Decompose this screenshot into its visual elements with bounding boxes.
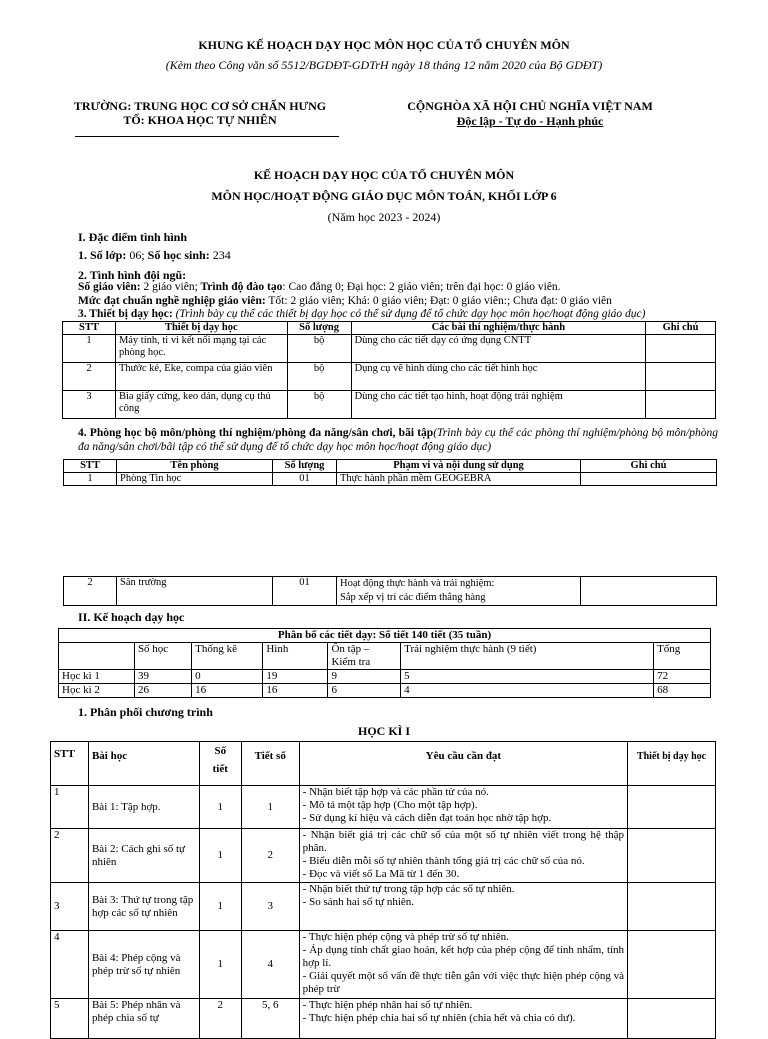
equipment-stt: 2 [63, 363, 116, 391]
program-lesson: Bài 1: Tập hợp. [88, 786, 199, 829]
plan-title: KẾ HOẠCH DẠY HỌC CỦA TỔ CHUYÊN MÔN [253, 168, 515, 182]
program-requirements [299, 883, 627, 931]
table-row [63, 391, 716, 419]
table-row [51, 999, 716, 1039]
table-row [51, 931, 716, 999]
program-stt: 1 [51, 786, 89, 829]
rooms-note: (Trình bày cụ thể các phòng thí nghiệm/phòng bộ môn/phòng đa năng/sân chơi/bãi tập có thể sử dụng để tổ chức dạy học môn học/hoạt động giáo dục) [78, 427, 718, 453]
room-scope: Thực hành phần mềm GEOGEBRA [337, 473, 581, 486]
allocation-table [58, 628, 711, 698]
rooms-heading: 4. Phòng học bộ môn/phòng thí nghiệm/phòng đa năng/sân chơi, bãi tập [78, 427, 434, 439]
room-note [581, 577, 717, 606]
allocation-value: 16 [263, 684, 328, 698]
teacher-count-label: Số giáo viên: [78, 281, 141, 293]
allocation-caption-row [59, 629, 711, 643]
room-quantity: 01 [273, 577, 337, 606]
requirement-line: - Giải quyết một số vấn đề thực tiễn gắn với việc thực hiện phép cộng và phép trừ [302, 970, 625, 995]
equipment-device: Thước kẻ, Eke, compa của giáo viên [115, 363, 287, 391]
section-1-heading: I. Đặc điểm tình hình [78, 230, 188, 244]
program-equipment [628, 883, 716, 931]
equipment-header-device: Thiết bị dạy học [115, 322, 287, 335]
table-row [64, 577, 717, 606]
program-lesson: Bài 5: Phép nhân và phép chia số tự [88, 999, 199, 1039]
equipment-note [646, 335, 716, 363]
table-row [59, 684, 711, 698]
standard-label: Mức đạt chuẩn nghề nghiệp giáo viên: [78, 295, 266, 307]
allocation-value: 0 [192, 670, 263, 684]
requirement-line: - Thực hiện phép nhân hai số tự nhiên. [302, 999, 473, 1011]
motto: Độc lập - Tự do - Hạnh phúc [456, 114, 604, 128]
table-row [59, 670, 711, 684]
program-equipment [628, 786, 716, 829]
room-note [581, 473, 717, 486]
room-stt: 1 [64, 473, 117, 486]
equipment-usage: Dụng cụ vẽ hình dùng cho các tiết hình học [351, 363, 646, 391]
allocation-value: 4 [401, 684, 654, 698]
equipment-device: Máy tính, ti vi kết nối mạng tại các phòng học. [115, 335, 287, 363]
room-scope-line: Hoạt động thực hành và trải nghiệm: [340, 578, 495, 589]
program-count: 1 [199, 883, 241, 931]
rooms-heading-block [78, 426, 718, 454]
document-title: KHUNG KẾ HOẠCH DẠY HỌC MÔN HỌC CỦA TỔ CHUYÊN MÔN [198, 38, 570, 52]
standard-info [78, 295, 612, 307]
allocation-header-arithmetic: Số học [134, 643, 191, 670]
program-requirements [299, 931, 627, 999]
class-count-value: 06; [126, 248, 145, 262]
program-heading: 1. Phân phối chương trình [78, 705, 213, 719]
equipment-quantity: bộ [287, 391, 351, 419]
equipment-header-experiments: Các bài thí nghiệm/thực hành [351, 322, 646, 335]
equipment-table [62, 321, 716, 419]
equipment-device: Bìa giấy cứng, keo dán, dụng cụ thủ công [115, 391, 287, 419]
program-equipment [628, 999, 716, 1039]
table-row [51, 786, 716, 829]
allocation-header-review [328, 643, 401, 670]
program-count: 1 [199, 931, 241, 999]
program-period: 1 [241, 786, 299, 829]
degree-value: : Cao đẳng 0; Đại học: 2 giáo viên; trên đại học: 0 giáo viên. [282, 281, 561, 293]
equipment-note [646, 363, 716, 391]
allocation-caption: Phân bố các tiết dạy: Số tiết 140 tiết (35 tuần) [59, 629, 711, 643]
room-scope-line: Sắp xếp vị trí các điểm thẳng hàng [340, 592, 486, 603]
teacher-count-value: 2 giáo viên; [140, 281, 198, 293]
program-period: 5, 6 [241, 999, 299, 1039]
requirement-line: - Biểu diễn mỗi số tự nhiên thành tổng giá trị các chữ số của nó. [302, 855, 585, 867]
program-count: 1 [199, 829, 241, 883]
rooms-header-note: Ghi chú [581, 460, 717, 473]
program-header-equipment: Thiết bị dạy học [628, 742, 716, 786]
rooms-header-name: Tên phòng [117, 460, 273, 473]
allocation-header-row [59, 643, 711, 670]
program-header-row [51, 742, 716, 786]
rooms-header-scope: Phạm vi và nội dung sử dụng [337, 460, 581, 473]
program-period: 3 [241, 883, 299, 931]
program-header-count [199, 742, 241, 786]
requirement-line: - So sánh hai số tự nhiên. [302, 896, 415, 908]
program-stt: 2 [51, 829, 89, 883]
program-equipment [628, 931, 716, 999]
program-count: 2 [199, 999, 241, 1039]
room-stt: 2 [64, 577, 117, 606]
program-header-stt: STT [51, 742, 89, 786]
rooms-table-continued [63, 576, 717, 606]
requirement-line: - Nhận biết giá trị các chữ số của một số tự nhiên viết trong hệ thập phân. [302, 829, 625, 854]
requirement-line: - Thực hiện phép cộng và phép trừ số tự nhiên. [302, 931, 509, 943]
staff-heading: 2. Tình hình đội ngũ: [78, 268, 187, 282]
requirement-line: - Nhận biết tập hợp và các phần tử của nó. [302, 786, 489, 798]
requirement-line: - Áp dụng tính chất giao hoán, kết hợp của phép cộng để tính nhẩm, tính hợp lí. [302, 944, 625, 969]
equipment-quantity: bộ [287, 363, 351, 391]
program-header-count-line2: tiết [212, 763, 228, 775]
requirement-line: - Đọc và viết số La Mã từ 1 đến 30. [302, 868, 460, 880]
student-count-label: Số học sinh: [144, 248, 210, 262]
allocation-term: Học kì 1 [59, 670, 135, 684]
table-row [64, 473, 717, 486]
plan-subject: MÔN HỌC/HOẠT ĐỘNG GIÁO DỤC MÔN TOÁN, KHỐI LỚP 6 [211, 189, 557, 203]
allocation-value: 39 [134, 670, 191, 684]
program-header-period: Tiết số [241, 742, 299, 786]
equipment-header-row [63, 322, 716, 335]
rooms-table [63, 459, 717, 486]
section-2-heading: II. Kế hoạch dạy học [78, 610, 185, 624]
department-name: TỔ: KHOA HỌC TỰ NHIÊN [123, 113, 277, 127]
allocation-header-review-line: Ôn tập – [331, 643, 370, 655]
equipment-quantity: bộ [287, 335, 351, 363]
class-count-label: 1. Số lớp: [78, 248, 127, 262]
program-lesson: Bài 3: Thứ tự trong tập hợp các số tự nhiên [88, 883, 199, 931]
school-name: TRƯỜNG: TRUNG HỌC CƠ SỞ CHẤN HƯNG [73, 99, 327, 113]
allocation-value: 9 [328, 670, 401, 684]
equipment-heading: 3. Thiết bị dạy học: [78, 308, 173, 320]
program-period: 4 [241, 931, 299, 999]
equipment-note: (Trình bày cụ thể các thiết bị dạy học có thể sử dụng để tổ chức dạy học môn học/hoạt động giáo dục) [172, 308, 646, 320]
allocation-value: 5 [401, 670, 654, 684]
degree-label: Trình độ đào tạo [197, 281, 283, 293]
program-header-count-line1: Số [214, 745, 227, 757]
equipment-heading-line [78, 308, 645, 320]
standard-value: Tốt: 2 giáo viên; Khá: 0 giáo viên; Đạt: 0 giáo viên:; Chưa đạt: 0 giáo viên [265, 295, 612, 307]
semester-title: HỌC KÌ I [357, 724, 410, 738]
equipment-usage: Dùng cho các tiết tạo hình, hoạt động trải nghiệm [351, 391, 646, 419]
program-stt: 3 [51, 883, 89, 931]
requirement-line: - Mô tả một tập hợp (Cho một tập hợp). [302, 799, 478, 811]
program-stt: 4 [51, 931, 89, 999]
equipment-header-stt: STT [63, 322, 116, 335]
program-requirements [299, 829, 627, 883]
room-scope [337, 577, 581, 606]
table-row [63, 363, 716, 391]
table-row [63, 335, 716, 363]
requirement-line: - Sử dụng kí hiệu và cách diễn đạt toán học nhờ tập hợp. [302, 812, 552, 824]
program-requirements [299, 999, 627, 1039]
nation-name: CỘNGHÒA XÃ HỘI CHỦ NGHĨA VIỆT NAM [407, 99, 653, 113]
plan-year: (Năm học 2023 - 2024) [327, 210, 441, 224]
allocation-header-total: Tổng [654, 643, 711, 670]
equipment-stt: 1 [63, 335, 116, 363]
requirement-line: - Thực hiện phép chia hai số tự nhiên (chia hết và chia có dư). [302, 1012, 576, 1024]
allocation-total: 68 [654, 684, 711, 698]
table-row [51, 829, 716, 883]
equipment-header-quantity: Số lượng [287, 322, 351, 335]
equipment-header-note: Ghi chú [646, 322, 716, 335]
allocation-value: 16 [192, 684, 263, 698]
program-equipment [628, 829, 716, 883]
allocation-value: 19 [263, 670, 328, 684]
equipment-usage: Dùng cho các tiết dạy có ứng dụng CNTT [351, 335, 646, 363]
equipment-stt: 3 [63, 391, 116, 419]
teacher-info [78, 281, 561, 293]
program-period: 2 [241, 829, 299, 883]
equipment-note [646, 391, 716, 419]
rooms-header-row [64, 460, 717, 473]
header-divider-left [75, 136, 339, 137]
room-name: Sân trường [117, 577, 273, 606]
program-stt: 5 [51, 999, 89, 1039]
room-name: Phòng Tin học [117, 473, 273, 486]
program-count: 1 [199, 786, 241, 829]
rooms-header-stt: STT [64, 460, 117, 473]
table-row [51, 883, 716, 931]
allocation-header-blank [59, 643, 135, 670]
allocation-total: 72 [654, 670, 711, 684]
program-lesson: Bài 4: Phép cộng và phép trừ số tự nhiên [88, 931, 199, 999]
document-subtitle: (Kèm theo Công văn số 5512/BGDĐT-GDTrH ngày 18 tháng 12 năm 2020 của Bộ GDĐT) [165, 58, 603, 72]
allocation-header-exam-line: Kiểm tra [331, 656, 371, 668]
allocation-value: 26 [134, 684, 191, 698]
allocation-value: 6 [328, 684, 401, 698]
program-requirements [299, 786, 627, 829]
allocation-header-practice: Trải nghiệm thực hành (9 tiết) [401, 643, 654, 670]
program-header-lesson: Bài học [88, 742, 199, 786]
class-stats [78, 248, 231, 263]
requirement-line: - Nhận biết thứ tự trong tập hợp các số tự nhiên. [302, 883, 515, 895]
allocation-term: Học kì 2 [59, 684, 135, 698]
program-header-requirements: Yêu cầu cần đạt [299, 742, 627, 786]
program-table [50, 741, 716, 1039]
allocation-header-geometry: Hình [263, 643, 328, 670]
rooms-header-quantity: Số lượng [273, 460, 337, 473]
room-quantity: 01 [273, 473, 337, 486]
student-count-value: 234 [209, 248, 231, 262]
allocation-header-statistics: Thống kê [192, 643, 263, 670]
program-lesson: Bài 2: Cách ghi số tự nhiên [88, 829, 199, 883]
